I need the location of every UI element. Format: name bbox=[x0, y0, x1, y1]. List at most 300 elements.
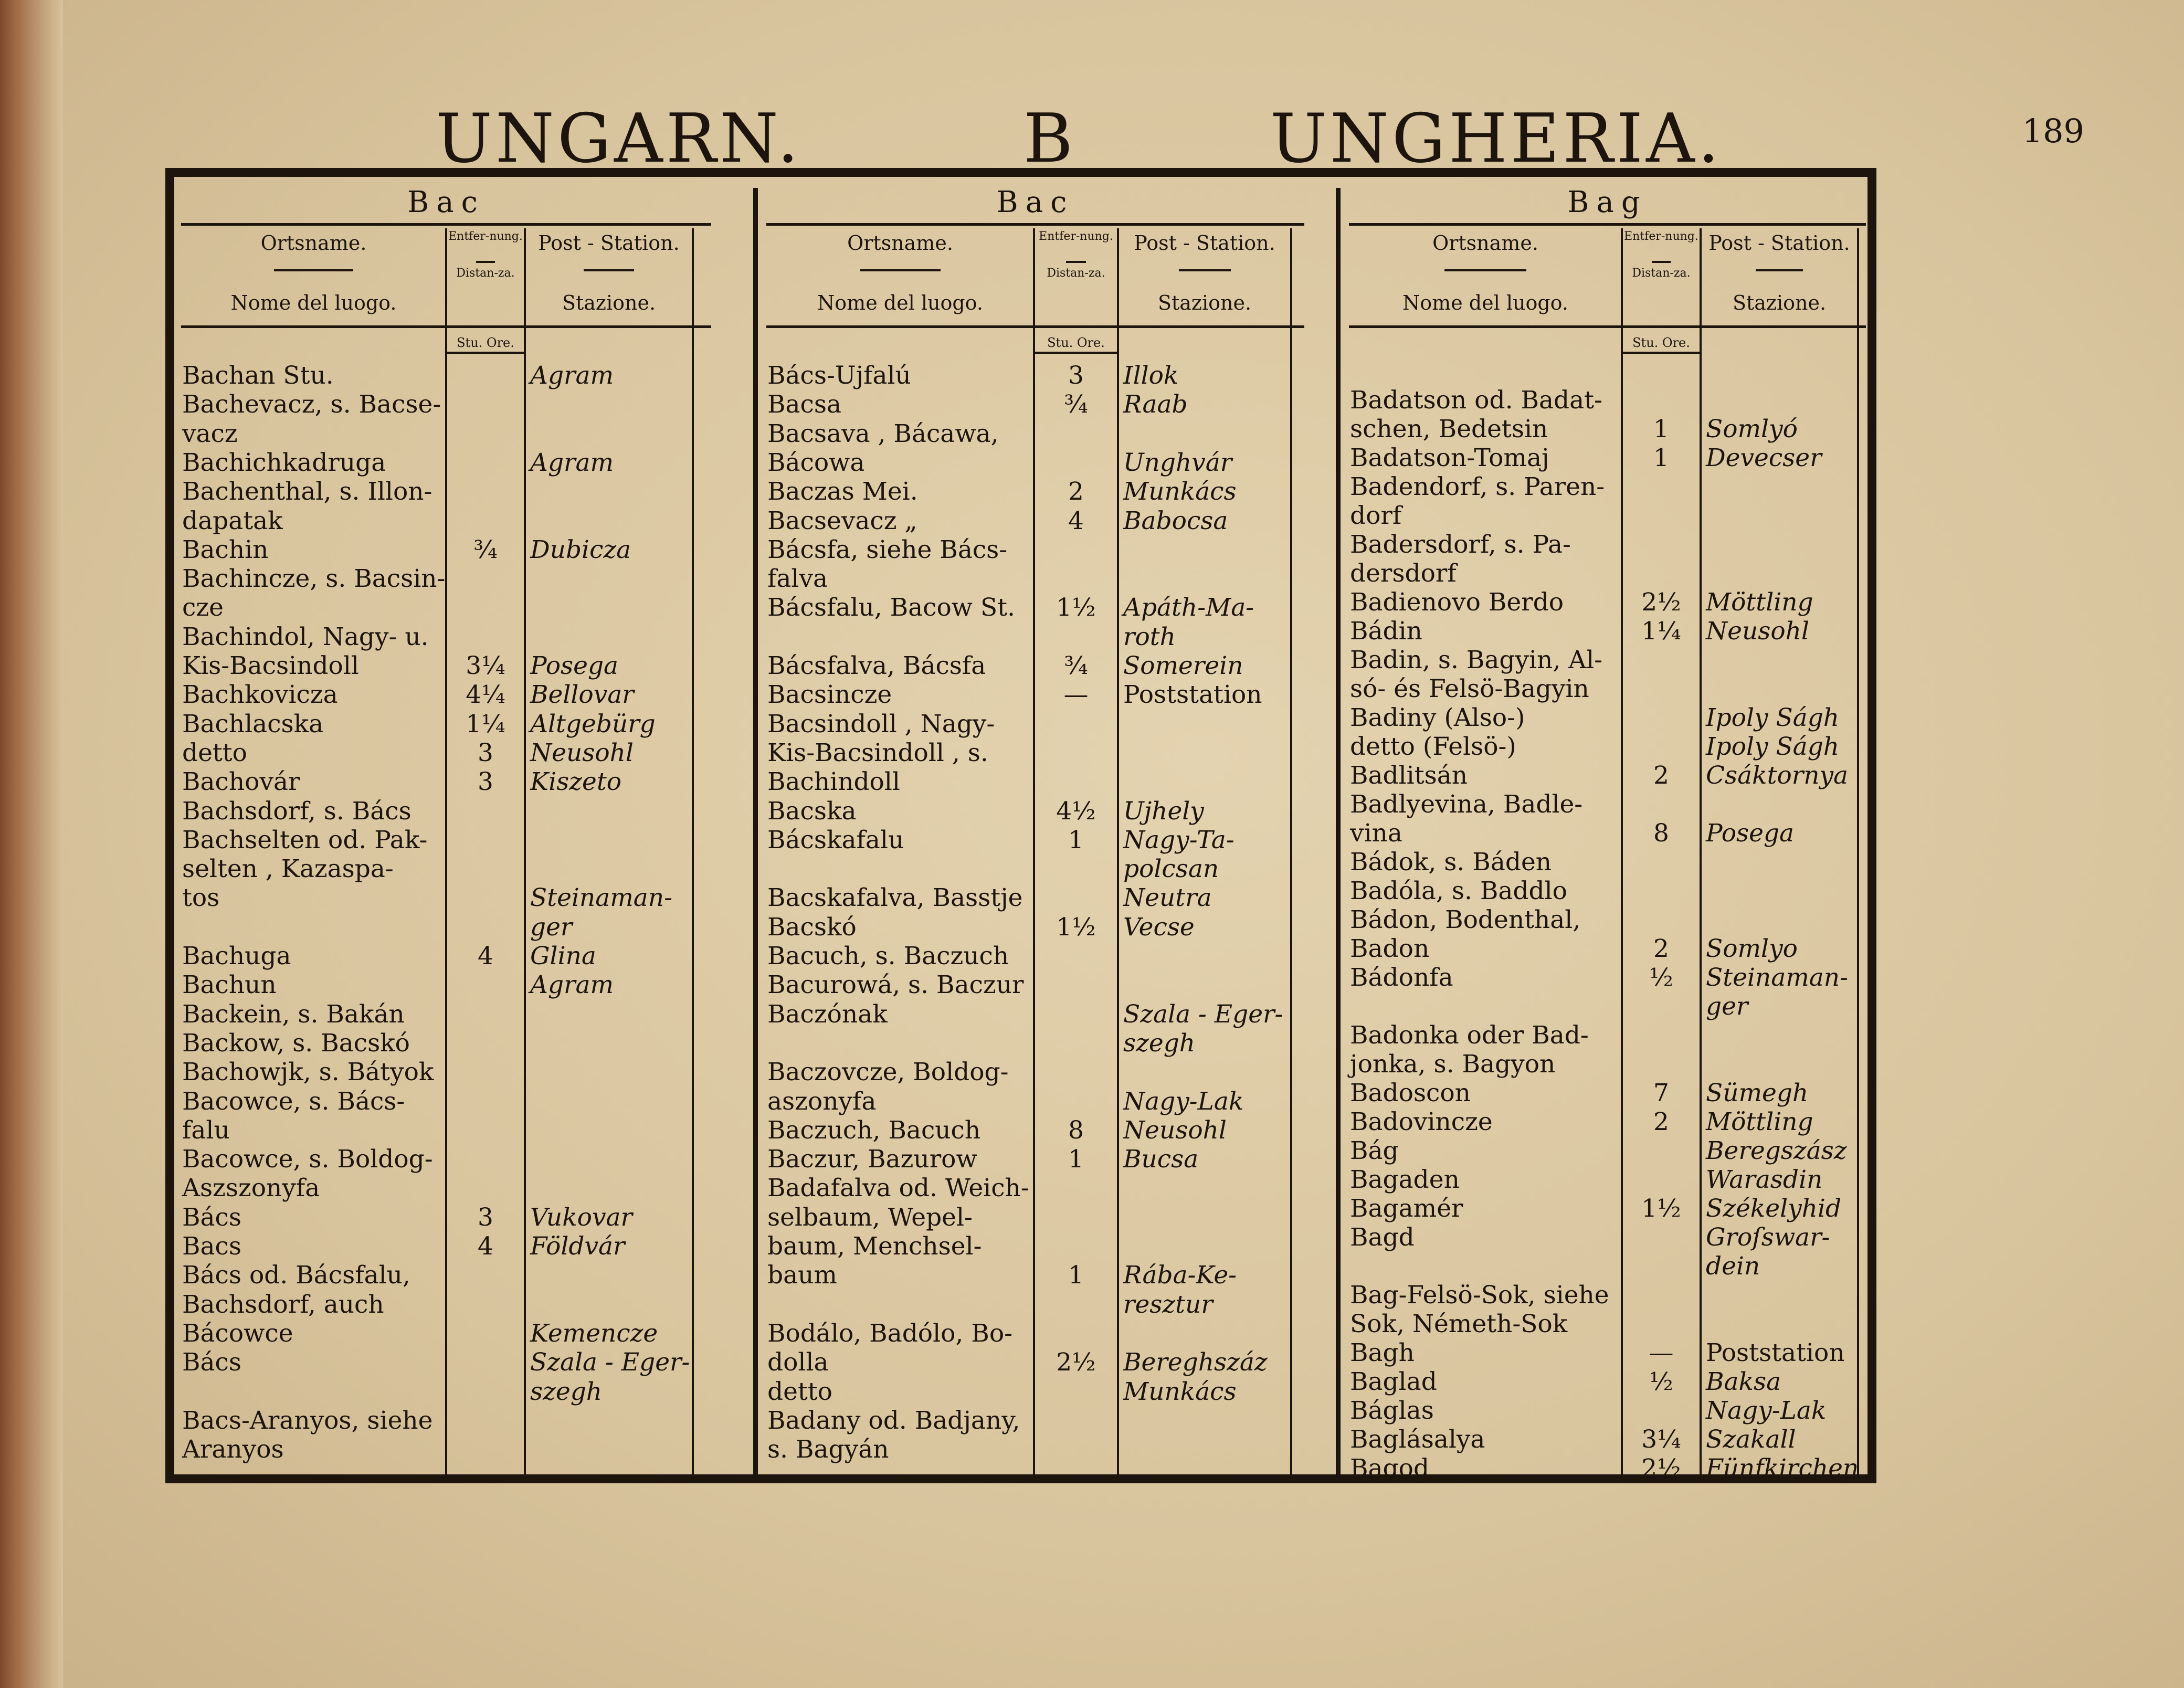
place-name: Baczovcze, Boldog- bbox=[767, 1058, 1009, 1087]
column-heading-rule bbox=[584, 269, 634, 271]
distance-value bbox=[446, 1261, 525, 1290]
distance-value bbox=[1034, 1203, 1118, 1232]
post-station: szegh bbox=[530, 1377, 603, 1406]
place-name: Baglásalya bbox=[1350, 1425, 1485, 1454]
distance-value bbox=[1622, 1050, 1701, 1079]
distance-value: 3 bbox=[478, 738, 493, 767]
distance-value bbox=[446, 1319, 525, 1348]
place-name: Bachenthal, s. Illon- bbox=[182, 477, 432, 507]
post-station: Posega bbox=[530, 651, 619, 680]
header-rule bbox=[766, 223, 1304, 226]
place-name: Bácsfa, siehe Bács- bbox=[767, 535, 1008, 564]
column-heading-name-it: Nome del luogo. bbox=[817, 291, 983, 314]
distance-value bbox=[446, 1116, 525, 1145]
distance-value bbox=[1622, 848, 1701, 877]
distance-value bbox=[446, 797, 525, 826]
distance-value bbox=[1034, 1000, 1118, 1029]
distance-value bbox=[446, 448, 525, 477]
column-heading-station-de: Post - Station. bbox=[538, 231, 680, 255]
place-name: Badin, s. Bagyin, Al- bbox=[1350, 646, 1603, 674]
column-heading-station bbox=[1118, 228, 1291, 325]
place-name: Badatson-Tomaj bbox=[1350, 444, 1549, 472]
table-row bbox=[181, 1145, 711, 1174]
column-heading-rule bbox=[1756, 269, 1803, 271]
post-station: Ipoly Ságh bbox=[1706, 732, 1840, 761]
distance-value bbox=[1622, 877, 1701, 905]
column-heading-rule bbox=[860, 269, 941, 271]
distance-value: 1¼ bbox=[466, 709, 505, 738]
place-name: Bács bbox=[182, 1348, 242, 1377]
place-name: Bacowce, s. Boldog- bbox=[182, 1145, 433, 1174]
distance-value: 3¼ bbox=[466, 651, 505, 680]
post-station: Agram bbox=[530, 448, 614, 477]
header-rule bbox=[181, 223, 711, 226]
table-row bbox=[766, 1261, 1304, 1290]
table-row bbox=[181, 390, 711, 419]
post-station: Ipoly Ságh bbox=[1706, 703, 1840, 732]
table-row bbox=[1349, 877, 1866, 905]
place-name: schen, Bedetsin bbox=[1350, 415, 1548, 444]
distance-value: 3 bbox=[1068, 361, 1084, 390]
post-station: Unghvár bbox=[1123, 448, 1232, 477]
unit-rule bbox=[1622, 352, 1701, 354]
table-row bbox=[766, 1232, 1304, 1261]
distance-value: 1 bbox=[1068, 1261, 1084, 1290]
table-row bbox=[1349, 588, 1866, 617]
table-row bbox=[766, 1000, 1304, 1029]
place-name: Bagd bbox=[1350, 1223, 1415, 1252]
place-name: tos bbox=[182, 883, 220, 913]
place-name: selten , Kazaspa- bbox=[182, 854, 394, 884]
column-heading-name-de: Ortsname. bbox=[260, 231, 367, 255]
place-name: Bácowa bbox=[767, 448, 865, 477]
distance-value: 3 bbox=[478, 767, 493, 797]
distance-value bbox=[446, 1087, 525, 1116]
column-heading-distance bbox=[446, 228, 525, 325]
post-station: Möttling bbox=[1706, 588, 1813, 617]
distance-value bbox=[1034, 1029, 1118, 1058]
distance-value bbox=[1034, 970, 1118, 999]
place-name: Bácowce bbox=[182, 1318, 293, 1348]
table-row bbox=[1349, 1367, 1866, 1396]
table-row bbox=[181, 535, 711, 564]
place-name: Bácskafalu bbox=[767, 825, 904, 854]
distance-unit-label: Stu. Ore. bbox=[457, 335, 514, 350]
distance-value: 2½ bbox=[1056, 1348, 1096, 1377]
column-heading-rule bbox=[1179, 269, 1231, 271]
place-name: Baczur, Bazurow bbox=[767, 1145, 977, 1174]
table-row bbox=[1349, 559, 1866, 588]
table-row bbox=[1349, 646, 1866, 674]
distance-value: 2 bbox=[1653, 1107, 1669, 1136]
place-name bbox=[182, 1377, 444, 1406]
place-name: Badoscon bbox=[1350, 1079, 1471, 1107]
distance-value: 8 bbox=[1653, 819, 1669, 848]
distance-value bbox=[1034, 623, 1118, 651]
place-name: detto bbox=[767, 1377, 832, 1406]
place-name: Backein, s. Bakán bbox=[182, 999, 405, 1029]
table-row bbox=[766, 913, 1304, 942]
distance-value bbox=[1622, 905, 1701, 934]
header-left: UNGARN. bbox=[436, 100, 802, 178]
distance-value: ½ bbox=[1649, 963, 1673, 992]
post-station: Agram bbox=[530, 970, 614, 1000]
place-name bbox=[1350, 1252, 1620, 1281]
place-name: Bodálo, Badólo, Bo- bbox=[767, 1318, 1013, 1348]
distance-value bbox=[446, 623, 525, 651]
distance-value bbox=[1622, 1223, 1701, 1252]
table-row bbox=[766, 1435, 1304, 1464]
panel-title: Bac bbox=[407, 185, 485, 219]
distance-value: 1 bbox=[1653, 415, 1669, 444]
post-station: Bellovar bbox=[530, 680, 634, 710]
place-name: Aranyos bbox=[182, 1435, 284, 1464]
post-station: Babocsa bbox=[1123, 506, 1228, 535]
distance-value bbox=[1034, 1435, 1118, 1464]
column-heading-distance bbox=[1622, 228, 1701, 325]
column-heading-name bbox=[181, 228, 446, 325]
place-name: Bachowjk, s. Bátyok bbox=[182, 1058, 434, 1087]
place-name: Bacsevacz „ bbox=[767, 506, 917, 535]
place-name: Bachsdorf, auch bbox=[182, 1290, 384, 1319]
table-row bbox=[1349, 1454, 1866, 1483]
place-name: Bachsdorf, s. Bács bbox=[182, 796, 412, 826]
table-row bbox=[181, 854, 711, 883]
table-row bbox=[1349, 386, 1866, 415]
table-row bbox=[181, 1290, 711, 1319]
distance-value: 1¼ bbox=[1641, 617, 1681, 646]
post-station: Sümegh bbox=[1706, 1079, 1809, 1107]
post-station: Möttling bbox=[1706, 1107, 1813, 1136]
distance-value: 2 bbox=[1653, 934, 1669, 963]
distance-value bbox=[446, 826, 525, 854]
post-station: Poststation bbox=[1706, 1338, 1845, 1367]
place-name bbox=[767, 854, 1032, 883]
distance-value bbox=[1034, 1232, 1118, 1261]
table-row bbox=[181, 593, 711, 622]
table-row bbox=[766, 1377, 1304, 1406]
header-rule bbox=[1349, 223, 1866, 226]
place-name: aszonyfa bbox=[767, 1086, 877, 1116]
distance-value: 4 bbox=[478, 942, 493, 970]
distance-value: 8 bbox=[1068, 1115, 1084, 1145]
distance-value bbox=[1622, 1281, 1701, 1310]
table-row bbox=[181, 1406, 711, 1435]
post-station: Munkács bbox=[1123, 1377, 1237, 1406]
distance-value bbox=[446, 883, 525, 912]
column-heading-station-it: Stazione. bbox=[1157, 291, 1252, 314]
distance-value bbox=[1622, 1165, 1701, 1194]
place-name: cze bbox=[182, 593, 224, 623]
distance-value bbox=[1622, 530, 1701, 559]
place-name: Bachichkadruga bbox=[182, 448, 386, 477]
post-station: Somerein bbox=[1123, 651, 1243, 680]
post-station: Neutra bbox=[1123, 883, 1212, 913]
table-row bbox=[766, 1290, 1304, 1319]
table-row bbox=[766, 883, 1304, 912]
table-row bbox=[766, 767, 1304, 796]
place-name: Bádonfa bbox=[1350, 963, 1453, 992]
place-name: Badany od. Badjany, bbox=[767, 1406, 1020, 1435]
place-name: Badafalva od. Weich- bbox=[767, 1174, 1029, 1203]
table-row bbox=[1349, 1338, 1866, 1367]
place-name: detto (Felsö-) bbox=[1350, 732, 1516, 761]
post-station: Devecser bbox=[1706, 444, 1822, 472]
place-name: Bácsfalu, Bacow St. bbox=[767, 593, 1015, 623]
place-name: baum bbox=[767, 1261, 837, 1290]
post-station: roth bbox=[1123, 622, 1176, 651]
place-name: Bacuch, s. Baczuch bbox=[767, 942, 1009, 970]
column-heading-station bbox=[1701, 228, 1858, 325]
distance-value bbox=[446, 854, 525, 883]
table-row bbox=[181, 361, 711, 390]
distance-value bbox=[446, 1145, 525, 1174]
post-station: Ujhely bbox=[1123, 796, 1204, 826]
distance-value bbox=[1034, 448, 1118, 477]
column-heading-rule bbox=[1444, 269, 1526, 271]
place-name: s. Bagyán bbox=[767, 1435, 889, 1464]
panel-bac-2 bbox=[766, 186, 1304, 1478]
distance-value bbox=[1034, 883, 1118, 912]
table-row bbox=[181, 564, 711, 593]
panel-title: Bag bbox=[1567, 185, 1648, 219]
table-row bbox=[766, 1203, 1304, 1232]
distance-value bbox=[1622, 1396, 1701, 1425]
table-row bbox=[1349, 1107, 1866, 1136]
table-row bbox=[1349, 934, 1866, 963]
table-row bbox=[766, 797, 1304, 826]
place-name: Badonka oder Bad- bbox=[1350, 1021, 1589, 1050]
table-row bbox=[766, 1116, 1304, 1145]
table-row bbox=[181, 651, 711, 680]
place-name: dersdorf bbox=[1350, 559, 1457, 588]
table-row bbox=[766, 1319, 1304, 1348]
place-name: Bachovár bbox=[182, 767, 300, 797]
place-name: Bacsindoll , Nagy- bbox=[767, 709, 995, 738]
post-station: Somlyó bbox=[1706, 415, 1798, 444]
post-station: Steinaman- bbox=[1706, 963, 1848, 992]
distance-value: 1 bbox=[1068, 1145, 1084, 1174]
table-row bbox=[766, 593, 1304, 622]
post-station: Bereghszáz bbox=[1123, 1348, 1268, 1377]
table-row bbox=[181, 1319, 711, 1348]
table-row bbox=[766, 826, 1304, 854]
post-station: Szakall bbox=[1706, 1425, 1796, 1454]
post-station: Fünfkirchen bbox=[1706, 1454, 1859, 1483]
table-row bbox=[1349, 1396, 1866, 1425]
place-name: Bachselten od. Pak- bbox=[182, 825, 428, 854]
distance-value: 3 bbox=[478, 1202, 493, 1232]
place-name: Báglas bbox=[1350, 1396, 1434, 1425]
place-name: detto bbox=[182, 738, 247, 767]
column-heading-name bbox=[766, 228, 1034, 325]
distance-value: ¾ bbox=[1064, 651, 1088, 680]
distance-value bbox=[1622, 501, 1701, 530]
table-row bbox=[766, 680, 1304, 709]
table-row bbox=[181, 419, 711, 448]
distance-value bbox=[1622, 790, 1701, 819]
place-name: Bachuga bbox=[182, 942, 291, 970]
distance-value bbox=[446, 1348, 525, 1377]
table-row bbox=[766, 738, 1304, 767]
distance-value bbox=[1034, 1319, 1118, 1348]
post-station: ger bbox=[1706, 992, 1748, 1021]
place-name: Bádin bbox=[1350, 617, 1422, 646]
post-station: ger bbox=[530, 912, 573, 942]
place-name: vina bbox=[1350, 819, 1402, 848]
table-row bbox=[1349, 1252, 1866, 1281]
table-row bbox=[1349, 674, 1866, 703]
distance-value: 7 bbox=[1653, 1079, 1669, 1107]
place-name: Bachindoll bbox=[767, 767, 900, 797]
post-station: Baksa bbox=[1706, 1367, 1781, 1396]
place-name: Sok, Németh-Sok bbox=[1350, 1310, 1568, 1338]
distance-value bbox=[1622, 1021, 1701, 1050]
table-row bbox=[1349, 1194, 1866, 1223]
post-station: Bucsa bbox=[1123, 1145, 1199, 1174]
table-row bbox=[1349, 501, 1866, 530]
place-name: Bagod bbox=[1350, 1454, 1430, 1483]
distance-value bbox=[1622, 674, 1701, 703]
place-name: Aszszonyfa bbox=[182, 1174, 320, 1203]
distance-value bbox=[1034, 1087, 1118, 1116]
column-heading-distance-it: Distan-za. bbox=[1632, 267, 1691, 280]
table-row bbox=[181, 507, 711, 535]
table-row bbox=[1349, 905, 1866, 934]
post-station: Földvár bbox=[530, 1232, 625, 1261]
table-row bbox=[766, 942, 1304, 970]
post-station: Neusohl bbox=[530, 738, 634, 767]
place-name: Baczas Mei. bbox=[767, 477, 918, 507]
place-name: Badienovo Berdo bbox=[1350, 588, 1564, 617]
distance-value bbox=[446, 1406, 525, 1435]
table-row bbox=[1349, 1050, 1866, 1079]
distance-value bbox=[446, 1174, 525, 1202]
post-station: Altgebürg bbox=[530, 709, 656, 738]
table-row bbox=[181, 797, 711, 826]
place-name: Badatson od. Badat- bbox=[1350, 386, 1602, 415]
post-station: Vukovar bbox=[530, 1202, 633, 1232]
table-row bbox=[181, 1174, 711, 1202]
post-station: Kemencze bbox=[530, 1318, 658, 1348]
distance-value bbox=[1034, 1058, 1118, 1086]
distance-value bbox=[1034, 767, 1118, 796]
table-row bbox=[1349, 1281, 1866, 1310]
table-row bbox=[1349, 703, 1866, 732]
distance-value bbox=[1622, 559, 1701, 588]
column-heading-rule bbox=[1066, 261, 1086, 263]
place-name: Bács od. Bácsfalu, bbox=[182, 1261, 410, 1290]
table-row bbox=[1349, 761, 1866, 790]
column-heading-distance-de: Entfer-nung. bbox=[448, 230, 523, 243]
place-name: Bachlacska bbox=[182, 709, 324, 738]
table-row bbox=[181, 623, 711, 651]
table-row bbox=[1349, 1425, 1866, 1454]
post-station: Szala - Eger- bbox=[1123, 999, 1283, 1029]
unit-rule bbox=[446, 352, 525, 354]
table-row bbox=[181, 1116, 711, 1145]
distance-value bbox=[1034, 854, 1118, 883]
place-name: Bács-Ujfalú bbox=[767, 361, 911, 390]
column-heading-station-de: Post - Station. bbox=[1708, 231, 1850, 255]
place-name: dolla bbox=[767, 1348, 829, 1377]
distance-value bbox=[446, 1029, 525, 1058]
distance-value bbox=[446, 970, 525, 999]
table-row bbox=[181, 477, 711, 506]
header-letter: B bbox=[1024, 100, 1077, 178]
place-name: Badon bbox=[1350, 934, 1430, 963]
table-row bbox=[181, 448, 711, 477]
place-name bbox=[767, 623, 1032, 651]
panel-bac-1 bbox=[181, 186, 711, 1478]
place-name bbox=[1350, 992, 1620, 1021]
table-row bbox=[1349, 444, 1866, 472]
distance-value bbox=[446, 419, 525, 448]
column-heading-station-it: Stazione. bbox=[562, 291, 656, 314]
table-row bbox=[766, 1145, 1304, 1174]
panel-separator bbox=[753, 188, 758, 1476]
place-name: Bachevacz, s. Bacse- bbox=[182, 390, 441, 419]
post-station: Neusohl bbox=[1706, 617, 1809, 646]
distance-value: 2½ bbox=[1641, 588, 1681, 617]
place-name: Bachkovicza bbox=[182, 680, 338, 710]
post-station: polcsan bbox=[1123, 854, 1219, 884]
distance-value bbox=[446, 361, 525, 390]
place-name: Bacsincze bbox=[767, 680, 892, 710]
distance-value bbox=[446, 1377, 525, 1406]
distance-value: ¾ bbox=[1064, 390, 1088, 419]
distance-value: 2½ bbox=[1641, 1454, 1681, 1483]
place-name: Bacska bbox=[767, 796, 857, 826]
distance-value bbox=[1034, 535, 1118, 564]
distance-value bbox=[1622, 992, 1701, 1021]
post-station: Raab bbox=[1123, 390, 1188, 419]
post-station: szegh bbox=[1123, 1028, 1196, 1058]
distance-value: 2 bbox=[1068, 477, 1084, 507]
distance-value bbox=[446, 564, 525, 593]
table-row bbox=[181, 913, 711, 942]
table-row bbox=[766, 1058, 1304, 1086]
post-station: Nagy-Ta- bbox=[1123, 825, 1235, 854]
column-heading-distance bbox=[1034, 228, 1118, 325]
table-row bbox=[766, 1087, 1304, 1116]
table-row bbox=[766, 1406, 1304, 1435]
place-name: Bachin bbox=[182, 535, 269, 564]
post-station: Munkács bbox=[1123, 477, 1237, 507]
distance-value: 2 bbox=[1653, 761, 1669, 790]
place-name: Badóla, s. Baddlo bbox=[1350, 877, 1567, 905]
post-station: Rába-Ke- bbox=[1123, 1261, 1237, 1290]
table-row bbox=[766, 710, 1304, 738]
post-station: Nagy-Lak bbox=[1706, 1396, 1827, 1425]
column-heading-distance-it: Distan-za. bbox=[1047, 267, 1105, 280]
distance-value: — bbox=[1649, 1338, 1674, 1367]
distance-value bbox=[446, 477, 525, 506]
place-name: dapatak bbox=[182, 506, 283, 535]
place-name: Bacsa bbox=[767, 390, 842, 419]
distance-value bbox=[446, 1435, 525, 1464]
distance-value bbox=[1034, 1377, 1118, 1406]
table-row bbox=[1349, 530, 1866, 559]
table-row bbox=[181, 1377, 711, 1406]
column-heading-distance-de: Entfer-nung. bbox=[1624, 230, 1698, 243]
table-row bbox=[1349, 848, 1866, 877]
place-name: selbaum, Wepel- bbox=[767, 1202, 973, 1232]
distance-value: 3¼ bbox=[1641, 1425, 1681, 1454]
table-row bbox=[766, 419, 1304, 448]
place-name: Bacskó bbox=[767, 912, 857, 942]
distance-unit-label: Stu. Ore. bbox=[1632, 335, 1690, 350]
